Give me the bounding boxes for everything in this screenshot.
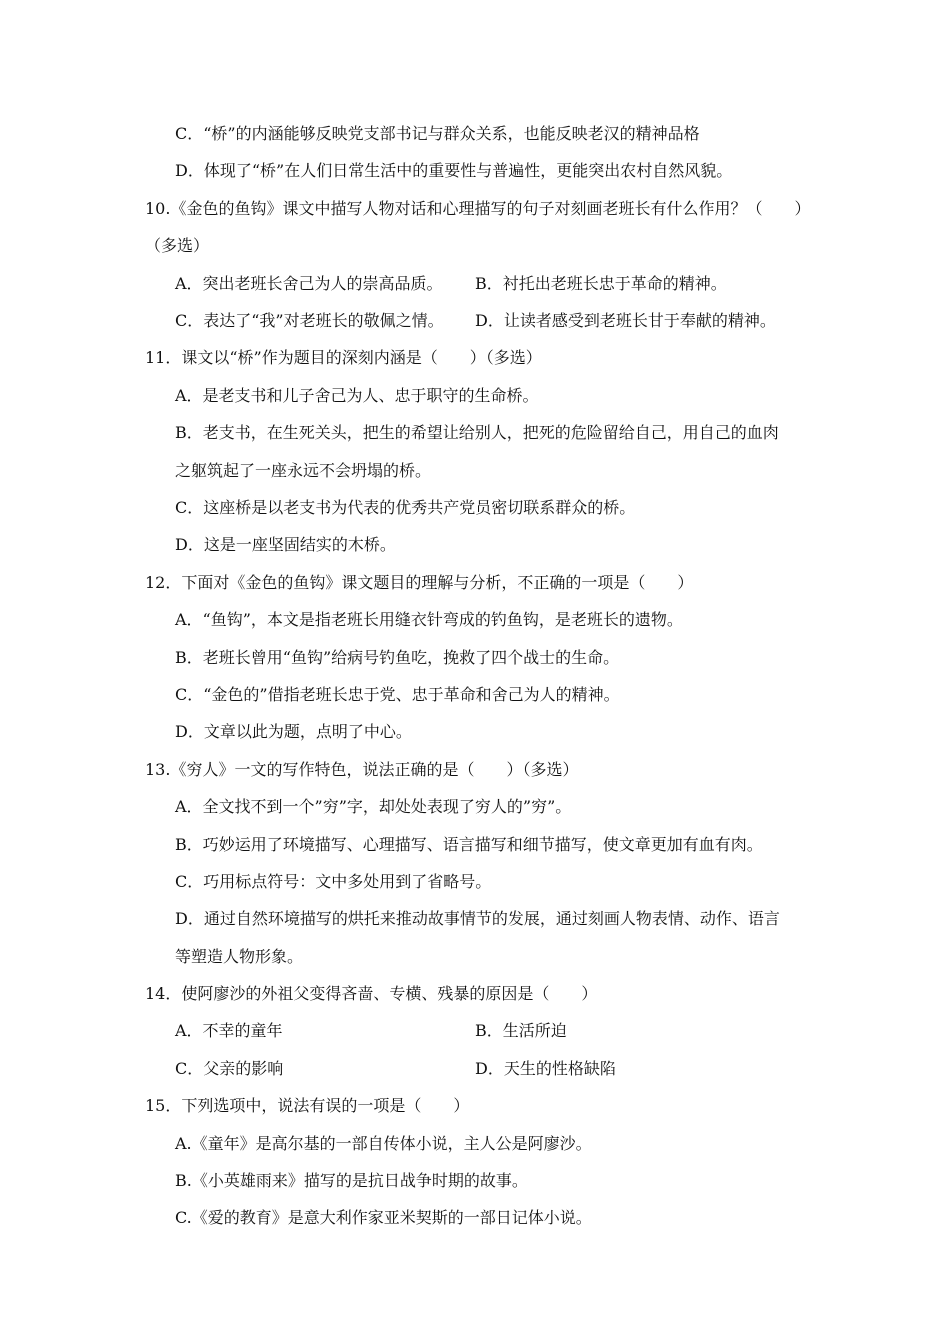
q13-option-a: A．全文找不到一个”穷”字，却处处表现了穷人的”穷”。: [175, 797, 572, 816]
q12-option-d: D．文章以此为题，点明了中心。: [175, 722, 412, 741]
q15-option-b: B.《小英雄雨来》描写的是抗日战争时期的故事。: [175, 1171, 528, 1190]
question-14: 14．使阿廖沙的外祖父变得吝啬、专横、残暴的原因是（ ）: [145, 984, 598, 1003]
q11-option-c: C．这座桥是以老支书为代表的优秀共产党员密切联系群众的桥。: [175, 498, 636, 517]
q15-option-c: C.《爱的教育》是意大利作家亚米契斯的一部日记体小说。: [175, 1208, 592, 1227]
question-12: 12．下面对《金色的鱼钩》课文题目的理解与分析，不正确的一项是（ ）: [145, 573, 694, 592]
q12-option-b: B．老班长曾用“鱼钩”给病号钓鱼吃，挽救了四个战士的生命。: [175, 648, 620, 667]
q10-option-c: C．表达了“我”对老班长的敬佩之情。: [175, 311, 444, 330]
q9-option-c: C．“桥”的内涵能够反映党支部书记与群众关系，也能反映老汉的精神品格: [175, 124, 700, 143]
q10-option-d: D．让读者感受到老班长甘于奉献的精神。: [475, 311, 776, 330]
q10-option-a: A．突出老班长舍己为人的崇高品质。: [175, 274, 443, 293]
question-13: 13.《穷人》一文的写作特色，说法正确的是（ ）（多选）: [145, 760, 579, 779]
question-10: 10.《金色的鱼钩》课文中描写人物对话和心理描写的句子对刻画老班长有什么作用？（ ）: [145, 199, 811, 218]
q11-option-a: A．是老支书和儿子舍己为人、忠于职守的生命桥。: [175, 386, 539, 405]
q14-option-a: A．不幸的童年: [175, 1021, 283, 1040]
q11-option-d: D．这是一座坚固结实的木桥。: [175, 535, 396, 554]
q10-option-b: B．衬托出老班长忠于革命的精神。: [475, 274, 727, 293]
q13-option-d-continued: 等塑造人物形象。: [175, 947, 304, 966]
question-15: 15．下列选项中，说法有误的一项是（ ）: [145, 1096, 470, 1115]
question-11: 11．课文以“桥”作为题目的深刻内涵是（ ）（多选）: [145, 348, 542, 367]
q9-option-d: D．体现了“桥”在人们日常生活中的重要性与普遍性，更能突出农村自然风貌。: [175, 161, 733, 180]
q13-option-c: C．巧用标点符号：文中多处用到了省略号。: [175, 872, 492, 891]
q11-option-b-continued: 之躯筑起了一座永远不会坍塌的桥。: [175, 461, 432, 480]
question-10-note: （多选）: [145, 236, 210, 255]
q11-option-b: B．老支书，在生死关头，把生的希望让给别人，把死的危险留给自己，用自己的血肉: [175, 423, 779, 442]
q14-option-c: C．父亲的影响: [175, 1059, 284, 1078]
q14-option-b: B．生活所迫: [475, 1021, 567, 1040]
q15-option-a: A.《童年》是高尔基的一部自传体小说，主人公是阿廖沙。: [175, 1134, 592, 1153]
q12-option-a: A．“鱼钩”，本文是指老班长用缝衣针弯成的钓鱼钩，是老班长的遗物。: [175, 610, 683, 629]
q12-option-c: C．“金色的”借指老班长忠于党、忠于革命和舍己为人的精神。: [175, 685, 620, 704]
q13-option-d: D．通过自然环境描写的烘托来推动故事情节的发展，通过刻画人物表情、动作、语言: [175, 909, 780, 928]
q13-option-b: B．巧妙运用了环境描写、心理描写、语言描写和细节描写，使文章更加有血有肉。: [175, 835, 763, 854]
q14-option-d: D．天生的性格缺陷: [475, 1059, 616, 1078]
